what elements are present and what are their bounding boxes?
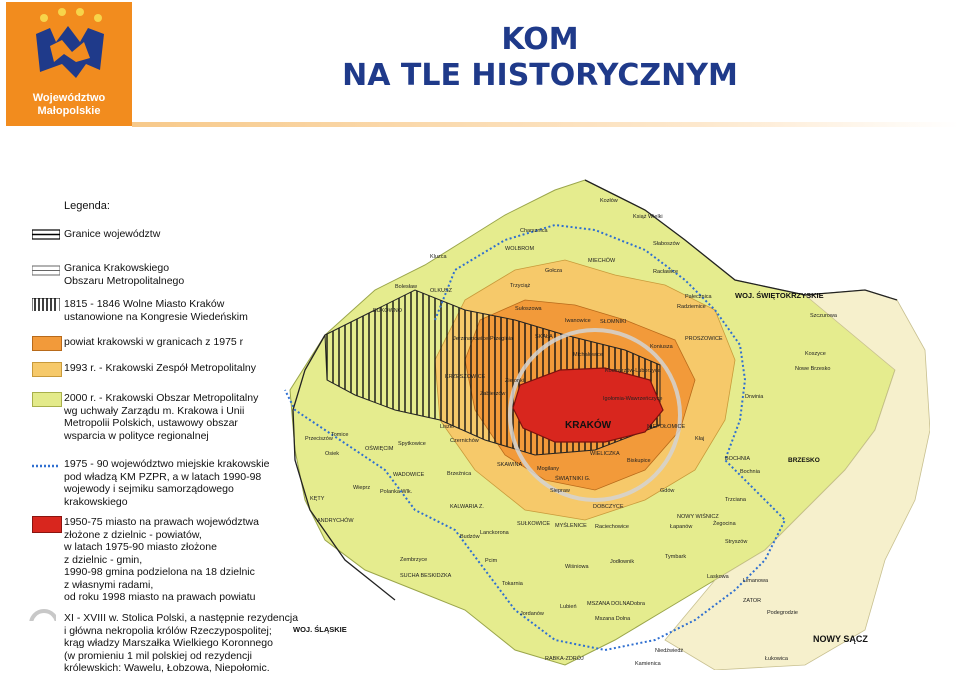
grey-circle-icon [28,608,56,621]
legend-text: 2000 r. - Krakowski Obszar Metropolitalny wg uchwały Zarządu m. Krakowa i Unii Metropolii Polskich, ustawowy obszar wsparcia w polityce regionalnej [64,392,259,442]
place-label: Czernichów [450,438,479,444]
place-label: OŚWIĘCIM [365,446,394,452]
light-green-swatch [32,392,62,407]
place-label: MYŚLENICE [555,523,587,529]
place-label: Polanka Wlk. [380,489,413,495]
place-label: Osiek [325,451,340,457]
voivodeship-logo [6,2,132,126]
place-label: Jerzmanowice-Przeginia [453,336,513,342]
red-swatch [32,516,62,533]
legend-text: 1815 - 1846 Wolne Miasto Kraków ustanowione na Kongresie Wiedeńskim [64,298,248,323]
logo-emblem-icon [6,2,132,92]
logo-line2: Małopolskie [37,105,101,117]
place-label: Żegocina [713,521,736,527]
title-line1: KOM [501,22,579,57]
legend-text: Granica Krakowskiego Obszaru Metropolitalnego [64,262,185,287]
place-label: ŚWIĄTNIKI G. [555,476,591,482]
place-label: Trzciana [725,497,746,503]
place-label: NOWY WIŚNICZ [677,514,719,520]
place-label: Lubień [560,604,577,610]
page-title [300,22,780,94]
place-label: DOBCZYCE [593,504,624,510]
legend-text: 1975 - 90 województwo miejskie krakowskie pod władzą KM PZPR, a w latach 1990-98 wojewody i sejmiku samorządowego krakowskiego [64,458,270,508]
place-label: Kluzca [430,254,447,260]
place-label: Kamienica [635,661,661,667]
title-line2: NA TLE HISTORYCZNYM [342,58,738,93]
place-label: Trzyciąż [510,283,531,289]
place-label: Limanowa [743,578,769,584]
place-label: Przeciszów [305,436,333,442]
place-label: Zembrzyce [400,557,428,563]
place-label: Pałecznica [685,294,712,300]
place-label: WOLBROM [505,246,535,252]
place-label: WADOWICE [393,472,425,478]
orange-swatch [32,336,62,351]
place-label: Gdów [660,488,675,494]
place-label: MSZANA DOLNA [587,601,631,607]
place-label: Gołcza [545,268,563,274]
place-label: Tomice [331,432,349,438]
region-label-slaskie: WOJ. ŚLĄSKIE [293,625,347,634]
place-label: Wieprz [353,485,371,491]
place-label: Zielonki [505,378,524,384]
historical-map [265,170,930,670]
place-label: Słaboszów [653,241,680,247]
legend-text: 1993 r. - Krakowski Zespół Metropolitalny [64,362,256,374]
place-label: Łukowica [765,656,788,662]
place-label: OLKUSZ [430,288,453,294]
place-label: Wiśniowa [565,564,589,570]
place-label: Kozłów [600,198,618,204]
light-orange-swatch [32,362,62,377]
place-label: KĘTY [310,496,325,502]
legend-text: powiat krakowski w granicach z 1975 r [64,336,244,348]
logo-caption [6,92,132,118]
place-label: ANDRYCHÓW [317,518,354,524]
place-label: Raciechowice [595,524,629,530]
place-label: Spytkowice [398,441,426,447]
place-label: MIECHÓW [588,258,616,264]
region-label-brzesko: BRZESKO [788,457,820,464]
place-label: Zabierzów [480,391,506,397]
place-label: Tokarnia [502,581,523,587]
place-label: NIEPOŁOMICE [647,424,686,430]
place-label: Podegrodzie [767,610,798,616]
place-label: Brzeźnica [447,471,472,477]
region-label-swietokrzyskie: WOJ. ŚWIĘTOKRZYSKIE [735,291,824,300]
place-label: BUKOWNO [373,308,403,314]
place-label: Bolesław [395,284,418,290]
place-label: Pcim [485,558,498,564]
place-label: Siepraw [550,488,570,494]
place-label: BOCHNIA [725,456,751,462]
logo-line1: Województwo [32,92,106,104]
place-label: SŁOMNIKI [600,319,627,325]
place-label: Lanckorona [480,530,509,536]
legend-text: XI - XVIII w. Stolica Polski, a następnie rezydencja i główna nekropolia królów Rzeczypospolitej; krąg władzy Marszałka Wielkiego Koronnego (w promieniu 1 mil polskiej od rezydencji królewskich: Wawelu, Łobzowa, Niepołomic. [64,612,299,674]
place-label: Drwinia [745,394,764,400]
place-label: SUCHA BESKIDZKA [400,573,452,579]
place-label: Koniusza [650,344,673,350]
legend-text: 1950-75 miasto na prawach województwa złożone z dzielnic - powiatów, w latach 1975-90 miasto złożone z dzielnic - gmin, 1990-98 gmina podzielona na 18 dzielnic z własnymi radami, od roku 1998 miasto na prawach powiatu [64,516,259,603]
place-label: Igołomia-Wawrzeńczyce [603,396,663,402]
place-label: Dobra [630,601,645,607]
place-label: Mogilany [537,466,560,472]
voivodeship-border-icon [32,228,60,241]
vertical-hatch-icon [32,298,60,311]
map-canvas [265,170,930,670]
place-label: PROSZOWICE [685,336,723,342]
dotted-blue-line-icon [32,461,60,474]
place-label: Bochnia [740,469,760,475]
place-label: Biskupice [627,458,651,464]
header-divider [132,122,959,127]
place-label: Mszana Dolna [595,616,631,622]
place-label: Laskowa [707,574,729,580]
region-label-nowy-sacz: NOWY SĄCZ [813,634,868,644]
place-label: ZATOR [743,598,762,604]
place-label: KRZESZOWICE [445,374,486,380]
region-label-krakow: KRAKÓW [565,420,612,431]
place-label: Sułoszowa [515,306,542,312]
place-label: Książ Wielki [633,214,663,220]
place-label: Charsznica [520,228,548,234]
place-label: WIELICZKA [590,451,620,457]
place-label: SUŁKOWICE [517,521,551,527]
place-label: Łapanów [670,524,693,530]
place-label: Racławice [653,269,679,275]
place-label: Stryszów [725,539,748,545]
place-label: Kłaj [695,436,705,442]
place-label: SKAWINA [497,462,523,468]
legend-heading: Legenda: [64,200,110,212]
place-label: Niedźwiedź [655,648,684,654]
place-label: Nowe Brzesko [795,366,831,372]
place-label: Budzów [460,534,480,540]
place-label: Iwanowice [565,318,591,324]
place-label: Michałowice [573,352,603,358]
place-label: Kocmyrzów-Luborzyca [605,368,661,374]
place-label: Jodłownik [610,559,635,565]
place-label: Liszki [440,424,454,430]
place-label: Radziemice [677,304,706,310]
place-label: Jordanów [520,611,544,617]
place-label: Tymbark [665,554,687,560]
place-label: RABKA-ZDRÓJ [545,656,584,662]
place-label: Koszyce [805,351,826,357]
place-label: SKAŁA [535,334,553,340]
place-label: Szczurowa [810,313,837,319]
metro-border-icon [32,264,60,277]
legend-text: Granice województw [64,228,161,240]
place-label: KALWARIA Z. [450,504,484,510]
